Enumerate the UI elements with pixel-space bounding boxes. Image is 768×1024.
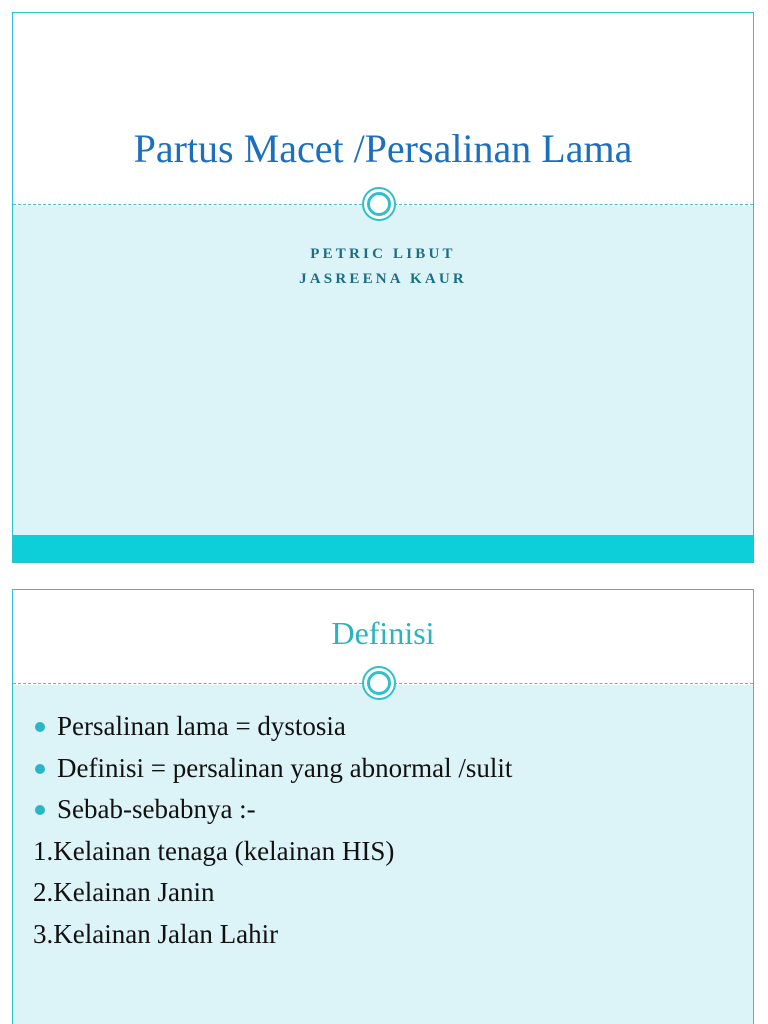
slide-title: Partus Macet /Persalinan Lama xyxy=(133,126,633,171)
numbered-item: 3.Kelainan Jalan Lahir xyxy=(33,918,279,949)
numbered-item: 2.Kelainan Janin xyxy=(33,877,215,907)
numbered-item: 1.Kelainan tenaga (kelainan HIS) xyxy=(33,835,395,866)
bullet-text: Sebab-sebabnya :- xyxy=(57,794,256,824)
bullet-icon xyxy=(35,722,45,732)
bullet-icon xyxy=(35,764,45,774)
ring-ornament-icon xyxy=(362,666,396,700)
bullet-text: Persalinan lama = dystosia xyxy=(57,711,346,741)
slide-title: Definisi xyxy=(331,615,435,651)
bullet-text: Definisi = persalinan yang abnormal /sulit xyxy=(57,752,513,783)
slide-content xyxy=(33,706,733,955)
title-slide xyxy=(12,12,754,563)
bullet-item xyxy=(33,789,733,831)
ring-ornament-icon xyxy=(362,187,396,221)
definition-slide xyxy=(12,589,754,1024)
author-list xyxy=(13,242,753,292)
footer-bar xyxy=(13,535,753,562)
author-name: JASREENA KAUR xyxy=(299,271,467,287)
author-name: PETRIC LIBUT xyxy=(310,246,456,262)
bullet-item xyxy=(33,748,733,790)
bullet-icon xyxy=(35,805,45,815)
bullet-item xyxy=(33,706,733,748)
